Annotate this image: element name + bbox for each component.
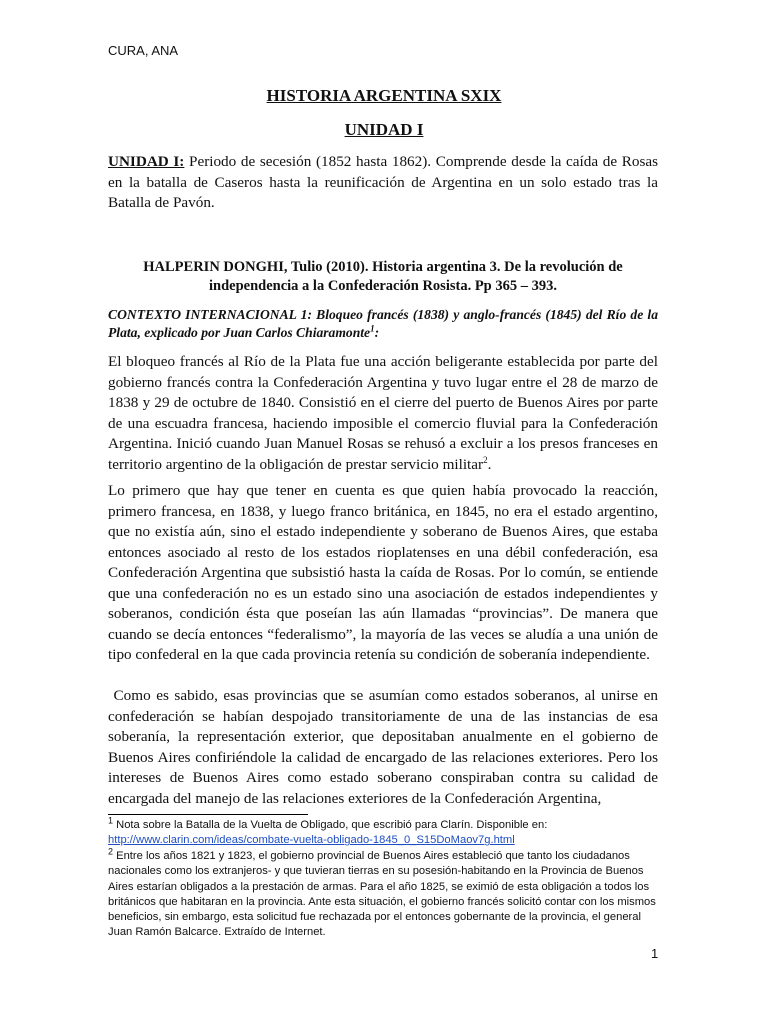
footnote-1-text: Nota sobre la Batalla de la Vuelta de Obligado, que escribió para Clarín. Disponible en: <box>113 819 548 831</box>
footnote-separator <box>108 814 308 815</box>
reference-line-1: HALPERIN DONGHI, Tulio (2010). Historia argentina 3. De la revolución de <box>143 259 623 275</box>
footnote-ref-1[interactable]: 1 <box>370 322 375 333</box>
page-number: 1 <box>651 946 659 961</box>
unit-description <box>108 152 658 214</box>
context-tail: : <box>374 324 380 340</box>
unit-text: Periodo de secesión (1852 hasta 1862). Comprende desde la caída de Rosas en la batalla de Caseros hasta la reunificación de Argentina en un solo estado tras la Batalla de Pavón. <box>108 153 658 211</box>
paragraph-2: Lo primero que hay que tener en cuenta es que quien había provocado la reacción, primero francesa, en 1838, y luego franco británica, en 1845, no era el estado argentino, que no existía aún, sino el estado independiente y soberano de Buenos Aires, que estaba entonces asociado al resto de los estados rioplatenses en una débil confederación, esa Confederación Argentina que subsistió hasta la caída de Rosas. Por lo común, se entiende que una confederación no es un estado sino una asociación de estados independientes y soberanos, condición ésta que poseían las aún llamadas “provincias”. De manera que cuando se decía entonces “federalismo”, la mayoría de las veces se aludía a una unión de tipo confederal en la que cada provincia retenía su condición de soberanía independiente. <box>108 482 658 663</box>
bibliographic-reference <box>108 258 658 296</box>
reference-line-2: independencia a la Confederación Rosista. Pp 365 – 393. <box>208 278 557 294</box>
paragraph-1 <box>108 352 658 475</box>
footnote-2-number: 2 <box>108 846 114 857</box>
unit-title: UNIDAD I <box>344 120 424 139</box>
paragraph-3: Como es sabido, esas provincias que se asumían como estados soberanos, al unirse en confederación se habían despojado transitoriamente de una de las instancias de esa soberanía, la representación exterior, que depositaban anualmente en el gobierno de Buenos Aires confiriéndole la calidad de encargado de las relaciones exteriores. Pero los intereses de Buenos Aires como estado soberano conspiraban contra su calidad de encargada del manejo de las relaciones exteriores de la Confederación Argentina, <box>108 687 662 807</box>
header-author: CURA, ANA <box>108 43 179 58</box>
unit-label: UNIDAD I: <box>108 153 185 170</box>
paragraph-1-tail: . <box>487 455 492 473</box>
footnote-1-number: 1 <box>108 815 114 826</box>
footnote-2 <box>108 846 658 941</box>
footnote-2-text: Entre los años 1821 y 1823, el gobierno provincial de Buenos Aires estableció que tanto los ciudadanos nacionales como los extranjeros- y que tuvieran tierras en su posesión-habitando en la Provincia de Buenos Aires estarían obligados a la prestación de armas. Para el año 1825, se eximió de esta obligación a todos los británicos que habitaran en la provincia. Ante esta situación, el gobierno francés solicitó contar con los mismos beneficios, sin embargo, esta solicitud fue rechazada por el entonces gobernante de la provincia, el general Juan Ramón Balcarce. Extraído de Internet. <box>108 850 656 939</box>
footnote-ref-2[interactable]: 2 <box>483 454 488 465</box>
footnote-1 <box>108 815 658 849</box>
context-heading <box>108 306 658 341</box>
context-text: CONTEXTO INTERNACIONAL 1: Bloqueo francés (1838) y anglo-francés (1845) del Río de la Plata, explicado por Juan Carlos Chiaramonte <box>108 307 658 340</box>
footnote-1-link[interactable]: http://www.clarin.com/ideas/combate-vuelta-obligado-1845_0_S15DoMaov7g.html <box>108 834 515 847</box>
page-title: HISTORIA ARGENTINA SXIX <box>266 86 502 105</box>
paragraph-1-text: El bloqueo francés al Río de la Plata fue una acción beligerante establecida por parte del gobierno francés contra la Confederación Argentina y tuvo lugar entre el 28 de marzo de 1838 y 29 de octubre de 1840. Consistió en el cierre del puerto de Buenos Aires por parte de una escuadra francesa, haciendo imposible el comercio fluvial para la Confederación Argentina. Inició cuando Juan Manuel Rosas se rehusó a excluir a los presos franceses en territorio argentino de la obligación de prestar servicio militar <box>108 353 658 473</box>
